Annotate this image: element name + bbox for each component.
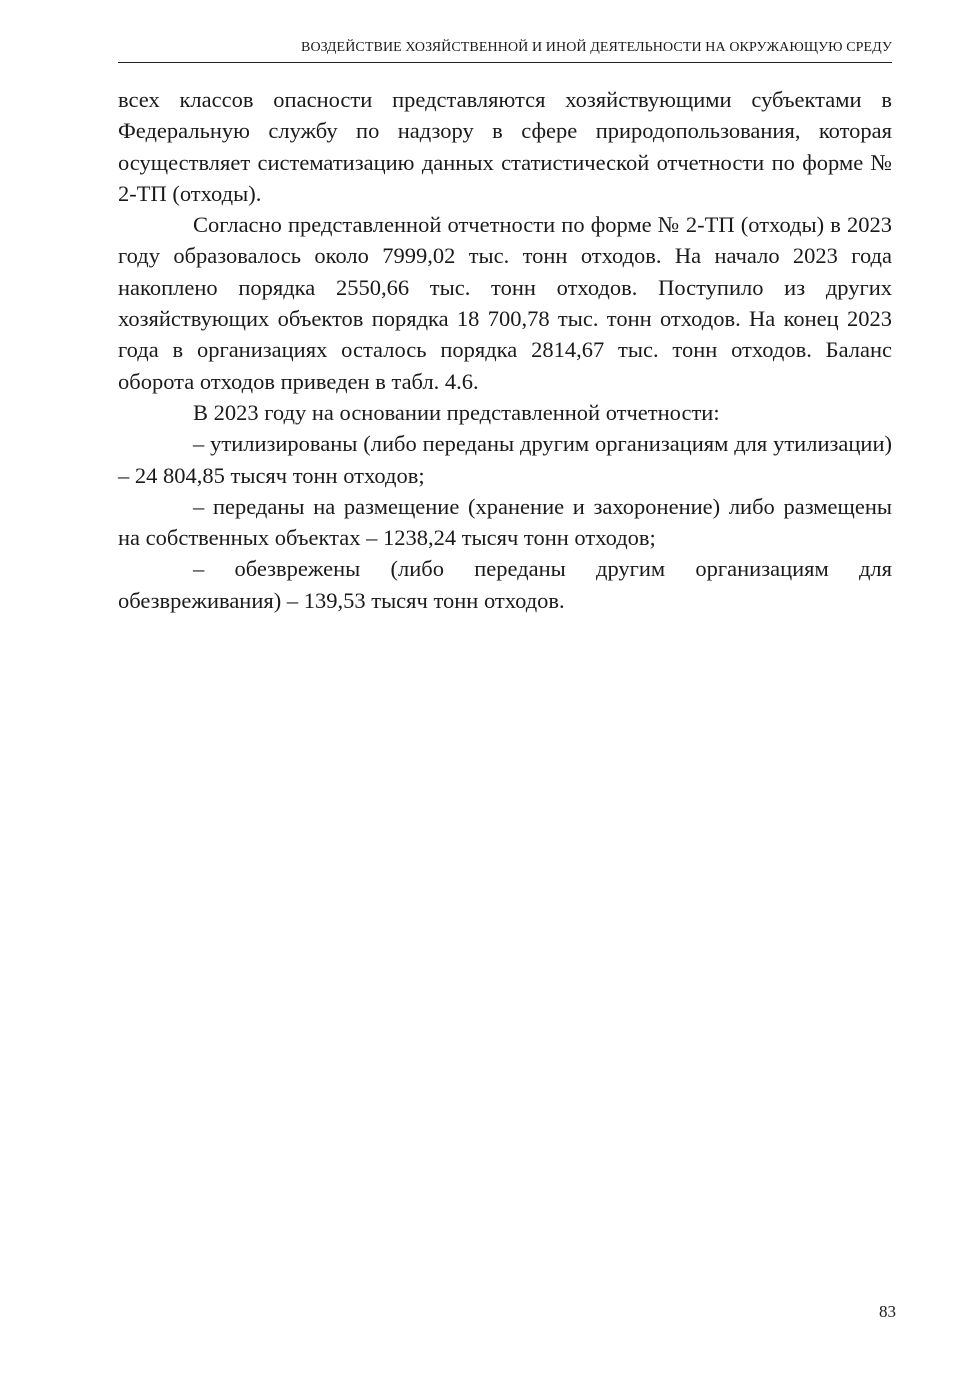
body-text [118,84,892,616]
page-number: 83 [879,1302,896,1321]
list-item-utilized: – утилизированы (либо переданы другим организациям для утилизации) – 24 804,85 тысяч тонн отходов; [118,431,892,488]
paragraph-continuation: всех классов опасности представляются хозяйствующими субъектами в Федеральную службу по надзору в сфере природопользования, которая осуществляет систематизацию данных статистической отчетности по форме № 2-ТП (отходы). [118,87,892,206]
paragraph-report-summary: Согласно представленной отчетности по форме № 2-ТП (отходы) в 2023 году образовалось около 7999,02 тыс. тонн отходов. На начало 2023 года накоплено порядка 2550,66 тыс. тонн отходов. Поступило из других хозяйствующих объектов порядка 18 700,78 тыс. тонн отходов. На конец 2023 года в организациях осталось порядка 2814,67 тыс. тонн отходов. Баланс оборота отходов приведен в табл. 4.6. [118,212,892,394]
running-header: ВОЗДЕЙСТВИЕ ХОЗЯЙСТВЕННОЙ И ИНОЙ ДЕЯТЕЛЬНОСТИ НА ОКРУЖАЮЩУЮ СРЕДУ [118,40,892,63]
paragraph-list-intro: В 2023 году на основании представленной отчетности: [193,399,720,425]
list-item-placed: – переданы на размещение (хранение и захоронение) либо размещены на собственных объектах – 1238,24 тысяч тонн отходов; [118,493,892,551]
list-item-neutralized: – обезврежены (либо переданы другим организациям для обезвреживания) – 139,53 тысяч тонн отходов. [118,556,892,613]
